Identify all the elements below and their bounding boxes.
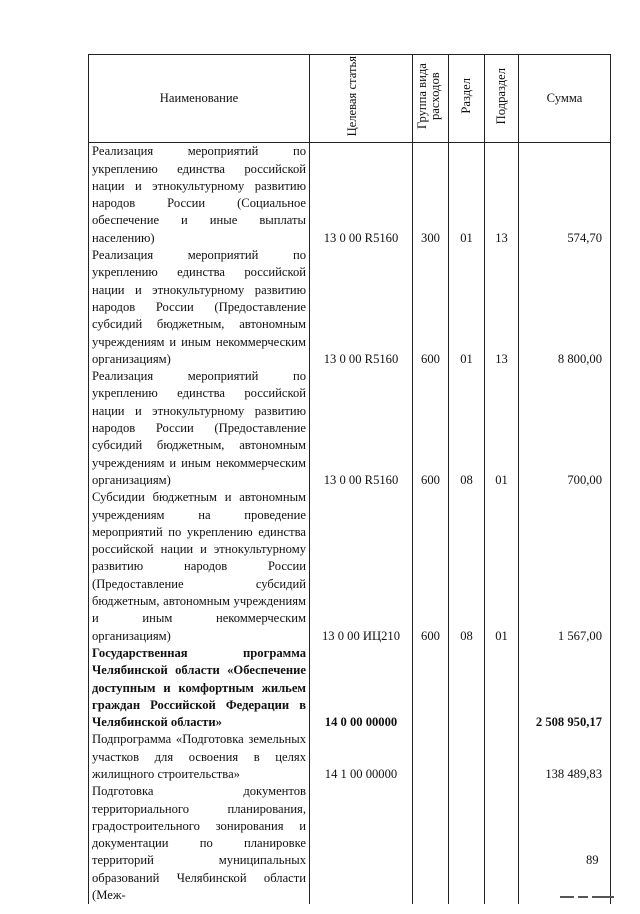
table-row <box>89 645 611 731</box>
row-subsection: 01 <box>485 489 519 645</box>
table-row <box>89 489 611 645</box>
table-header-row <box>89 55 611 143</box>
row-amount: 574,70 <box>519 143 611 247</box>
row-target: 14 0 00 00000 <box>310 645 413 731</box>
row-amount <box>519 783 611 904</box>
row-name: Реализация мероприятий по укреплению единства российской нации и этнокультурному развитию народов России (Социальное обеспечение и иные выплаты населению) <box>89 143 310 247</box>
row-amount: 138 489,83 <box>519 731 611 783</box>
row-amount: 700,00 <box>519 368 611 489</box>
row-target: 13 0 00 R5160 <box>310 143 413 247</box>
row-subsection: 01 <box>485 368 519 489</box>
row-section: 08 <box>449 368 485 489</box>
row-name: Подготовка документов территориального планирования, градостроительного зонирования и документации по планировке территорий муниципальных образований Челябинской области (Меж- <box>89 783 310 904</box>
table-row <box>89 247 611 368</box>
row-group: 600 <box>413 368 449 489</box>
header-target: Целевая статья <box>310 55 413 143</box>
header-subsection: Подраздел <box>485 55 519 143</box>
row-group <box>413 645 449 731</box>
row-subsection <box>485 645 519 731</box>
row-subsection: 13 <box>485 247 519 368</box>
table-row <box>89 783 611 904</box>
row-target <box>310 783 413 904</box>
row-amount: 2 508 950,17 <box>519 645 611 731</box>
row-group: 600 <box>413 247 449 368</box>
row-name: Субсидии бюджетным и автономным учреждениям на проведение мероприятий по укреплению единства российской нации и этнокультурному развитию народов России (Предоставление субсидий бюджетным, автономным учреждениям и иным некоммерческим организациям) <box>89 489 310 645</box>
row-section <box>449 645 485 731</box>
table-row <box>89 368 611 489</box>
row-section: 01 <box>449 143 485 247</box>
row-name: Реализация мероприятий по укреплению единства российской нации и этнокультурному развитию народов России (Предоставление субсидий бюджетным, автономным учреждениям и иным некоммерческим организациям) <box>89 247 310 368</box>
row-group <box>413 783 449 904</box>
row-amount: 8 800,00 <box>519 247 611 368</box>
row-target: 13 0 00 ИЦ210 <box>310 489 413 645</box>
row-name: Подпрограмма «Подготовка земельных участков для освоения в целях жилищного строительства» <box>89 731 310 783</box>
budget-table <box>88 54 611 904</box>
row-amount: 1 567,00 <box>519 489 611 645</box>
scan-marks <box>560 896 630 900</box>
header-group: Группа вида расходов <box>413 55 449 143</box>
row-section <box>449 783 485 904</box>
table-row <box>89 143 611 247</box>
header-section: Раздел <box>449 55 485 143</box>
row-subsection <box>485 731 519 783</box>
row-target: 13 0 00 R5160 <box>310 368 413 489</box>
row-section <box>449 731 485 783</box>
page-number: 89 <box>586 853 599 867</box>
row-name: Государственная программа Челябинской области «Обеспечение доступным и комфортным жильем граждан Российской Федерации в Челябинской области» <box>89 645 310 731</box>
row-group: 600 <box>413 489 449 645</box>
header-name: Наименование <box>89 55 310 143</box>
row-name: Реализация мероприятий по укреплению единства российской нации и этнокультурному развитию народов России (Предоставление субсидий бюджетным, автономным учреждениям и иным некоммерческим организациям) <box>89 368 310 489</box>
header-amount: Сумма <box>519 55 611 143</box>
row-subsection: 13 <box>485 143 519 247</box>
row-subsection <box>485 783 519 904</box>
row-section: 08 <box>449 489 485 645</box>
table-row <box>89 731 611 783</box>
row-section: 01 <box>449 247 485 368</box>
row-group: 300 <box>413 143 449 247</box>
row-group <box>413 731 449 783</box>
row-target: 13 0 00 R5160 <box>310 247 413 368</box>
row-target: 14 1 00 00000 <box>310 731 413 783</box>
